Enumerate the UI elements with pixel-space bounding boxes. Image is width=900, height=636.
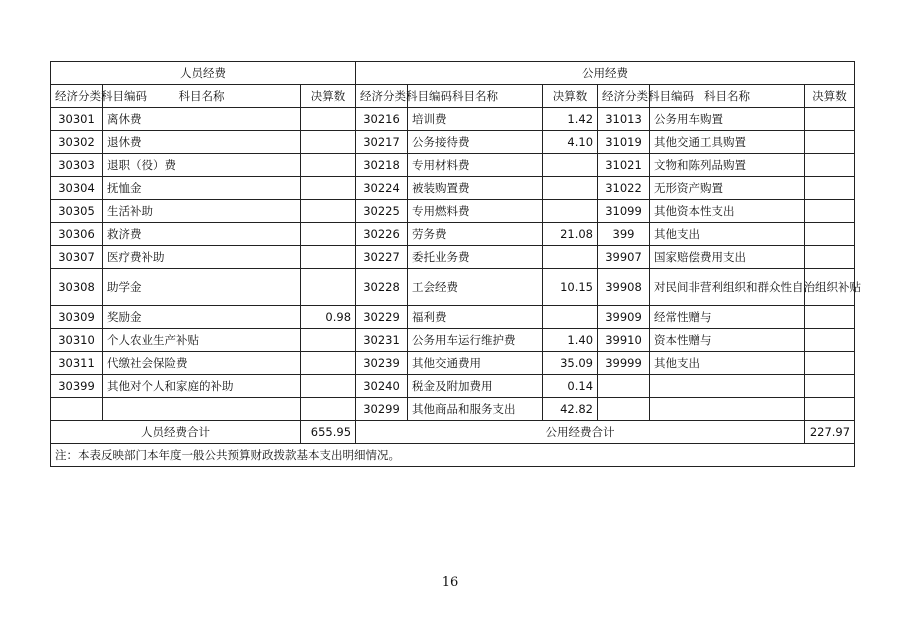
- amount-cell: [805, 375, 855, 398]
- code-cell: 31013: [598, 108, 650, 131]
- table-row: [51, 223, 855, 246]
- name-cell: 税金及附加费用: [408, 375, 543, 398]
- name-cell: 个人农业生产补贴: [103, 329, 301, 352]
- name-cell: 医疗费补助: [103, 246, 301, 269]
- personnel-section-header: 人员经费: [51, 62, 356, 85]
- code-cell: 39999: [598, 352, 650, 375]
- name-cell: 公务用车运行维护费: [408, 329, 543, 352]
- amount-cell: [805, 177, 855, 200]
- table-row: [51, 131, 855, 154]
- amount-cell: [805, 398, 855, 421]
- code-cell: 30299: [356, 398, 408, 421]
- table-row: [51, 246, 855, 269]
- name-cell: 离休费: [103, 108, 301, 131]
- name-cell: 国家赔偿费用支出: [650, 246, 805, 269]
- code-cell: 39910: [598, 329, 650, 352]
- amount-cell: 42.82: [543, 398, 598, 421]
- code-cell: 31099: [598, 200, 650, 223]
- name-cell: 其他支出: [650, 352, 805, 375]
- table-row: [51, 269, 855, 306]
- name-cell: 工会经费: [408, 269, 543, 306]
- code-cell: 30309: [51, 306, 103, 329]
- name-cell: 福利费: [408, 306, 543, 329]
- totals-row: [51, 421, 855, 444]
- name-cell: 被装购置费: [408, 177, 543, 200]
- code-cell: 30224: [356, 177, 408, 200]
- amount-cell: [301, 177, 356, 200]
- table-row: [51, 352, 855, 375]
- code-cell: 30218: [356, 154, 408, 177]
- table-row: [51, 154, 855, 177]
- amount-cell: [301, 329, 356, 352]
- amount-cell: 10.15: [543, 269, 598, 306]
- code-cell: 30303: [51, 154, 103, 177]
- table-row: [51, 177, 855, 200]
- note-row: [51, 444, 855, 467]
- name-cell: 助学金: [103, 269, 301, 306]
- code-cell: 399: [598, 223, 650, 246]
- amount-cell: [301, 154, 356, 177]
- amount-cell: [805, 329, 855, 352]
- amount-cell: 0.98: [301, 306, 356, 329]
- amount-cell: [301, 269, 356, 306]
- name-header-2: 科目名称: [408, 85, 543, 108]
- name-cell: 资本性赠与: [650, 329, 805, 352]
- code-cell: 31021: [598, 154, 650, 177]
- code-cell: 30302: [51, 131, 103, 154]
- amount-cell: [543, 177, 598, 200]
- code-cell: 30310: [51, 329, 103, 352]
- name-cell: 救济费: [103, 223, 301, 246]
- code-header-3: 经济分类科目编码: [598, 85, 650, 108]
- code-cell: 30304: [51, 177, 103, 200]
- name-cell: 专用燃料费: [408, 200, 543, 223]
- public-section-header: 公用经费: [356, 62, 855, 85]
- name-cell: 抚恤金: [103, 177, 301, 200]
- name-cell: 退职（役）费: [103, 154, 301, 177]
- code-cell: 39907: [598, 246, 650, 269]
- name-cell: 代缴社会保险费: [103, 352, 301, 375]
- name-cell: 文物和陈列品购置: [650, 154, 805, 177]
- code-cell: 30305: [51, 200, 103, 223]
- amount-cell: [543, 200, 598, 223]
- name-cell: 委托业务费: [408, 246, 543, 269]
- table-row: [51, 375, 855, 398]
- amount-cell: [301, 352, 356, 375]
- name-header-3: 科目名称: [650, 85, 805, 108]
- code-cell: 30240: [356, 375, 408, 398]
- amount-header-2: 决算数: [543, 85, 598, 108]
- name-cell: 其他对个人和家庭的补助: [103, 375, 301, 398]
- code-cell: 39908: [598, 269, 650, 306]
- amount-cell: [301, 398, 356, 421]
- amount-cell: 0.14: [543, 375, 598, 398]
- code-cell: [51, 398, 103, 421]
- amount-cell: [301, 223, 356, 246]
- code-cell: [598, 398, 650, 421]
- name-cell: 公务接待费: [408, 131, 543, 154]
- code-cell: 30229: [356, 306, 408, 329]
- code-cell: 30306: [51, 223, 103, 246]
- amount-cell: [805, 352, 855, 375]
- name-cell: 其他交通工具购置: [650, 131, 805, 154]
- name-cell: 退休费: [103, 131, 301, 154]
- name-cell: 公务用车购置: [650, 108, 805, 131]
- code-cell: [598, 375, 650, 398]
- amount-cell: [301, 246, 356, 269]
- amount-cell: [543, 246, 598, 269]
- code-cell: 30307: [51, 246, 103, 269]
- code-cell: 30311: [51, 352, 103, 375]
- code-cell: 30231: [356, 329, 408, 352]
- amount-cell: [805, 200, 855, 223]
- public-total-value: 227.97: [805, 421, 855, 444]
- amount-cell: [543, 306, 598, 329]
- name-cell: 专用材料费: [408, 154, 543, 177]
- code-cell: 30227: [356, 246, 408, 269]
- table-row: [51, 306, 855, 329]
- amount-cell: [301, 375, 356, 398]
- table-note: 注：本表反映部门本年度一般公共预算财政拨款基本支出明细情况。: [51, 444, 855, 467]
- section-header-row: [51, 62, 855, 85]
- name-cell: [103, 398, 301, 421]
- public-total-label: 公用经费合计: [356, 421, 805, 444]
- table-row: [51, 398, 855, 421]
- amount-cell: [805, 131, 855, 154]
- amount-cell: [805, 223, 855, 246]
- personnel-total-label: 人员经费合计: [51, 421, 301, 444]
- code-cell: 30301: [51, 108, 103, 131]
- amount-header-1: 决算数: [301, 85, 356, 108]
- table-row: [51, 329, 855, 352]
- code-cell: 39909: [598, 306, 650, 329]
- amount-header-3: 决算数: [805, 85, 855, 108]
- code-cell: 30226: [356, 223, 408, 246]
- code-cell: 30228: [356, 269, 408, 306]
- code-header-2: 经济分类科目编码: [356, 85, 408, 108]
- name-cell: 无形资产购置: [650, 177, 805, 200]
- personnel-total-value: 655.95: [301, 421, 356, 444]
- name-cell: 经常性赠与: [650, 306, 805, 329]
- name-cell: 其他商品和服务支出: [408, 398, 543, 421]
- amount-cell: [805, 154, 855, 177]
- page-number: 16: [441, 575, 459, 590]
- code-cell: 30217: [356, 131, 408, 154]
- amount-cell: [805, 108, 855, 131]
- name-header-1: 科目名称: [103, 85, 301, 108]
- code-cell: 31022: [598, 177, 650, 200]
- amount-cell: 35.09: [543, 352, 598, 375]
- name-cell: 劳务费: [408, 223, 543, 246]
- code-header-1: 经济分类科目编码: [51, 85, 103, 108]
- name-cell: 奖励金: [103, 306, 301, 329]
- amount-cell: [543, 154, 598, 177]
- code-cell: 30216: [356, 108, 408, 131]
- table-row: [51, 108, 855, 131]
- name-cell: 生活补助: [103, 200, 301, 223]
- code-cell: 30239: [356, 352, 408, 375]
- amount-cell: [805, 306, 855, 329]
- code-cell: 30399: [51, 375, 103, 398]
- basic-expenditure-table: [50, 61, 862, 467]
- amount-cell: 1.40: [543, 329, 598, 352]
- amount-cell: 21.08: [543, 223, 598, 246]
- code-cell: 30308: [51, 269, 103, 306]
- name-cell: 其他交通费用: [408, 352, 543, 375]
- column-header-row: [51, 85, 855, 108]
- table-row: [51, 200, 855, 223]
- code-cell: 30225: [356, 200, 408, 223]
- amount-cell: [805, 246, 855, 269]
- name-cell: 对民间非营利组织和群众性自治组织补贴: [650, 269, 805, 306]
- name-cell: 其他资本性支出: [650, 200, 805, 223]
- amount-cell: 1.42: [543, 108, 598, 131]
- name-cell: [650, 398, 805, 421]
- code-cell: 31019: [598, 131, 650, 154]
- name-cell: 培训费: [408, 108, 543, 131]
- name-cell: 其他支出: [650, 223, 805, 246]
- amount-cell: [301, 108, 356, 131]
- amount-cell: [301, 200, 356, 223]
- amount-cell: [301, 131, 356, 154]
- name-cell: [650, 375, 805, 398]
- amount-cell: 4.10: [543, 131, 598, 154]
